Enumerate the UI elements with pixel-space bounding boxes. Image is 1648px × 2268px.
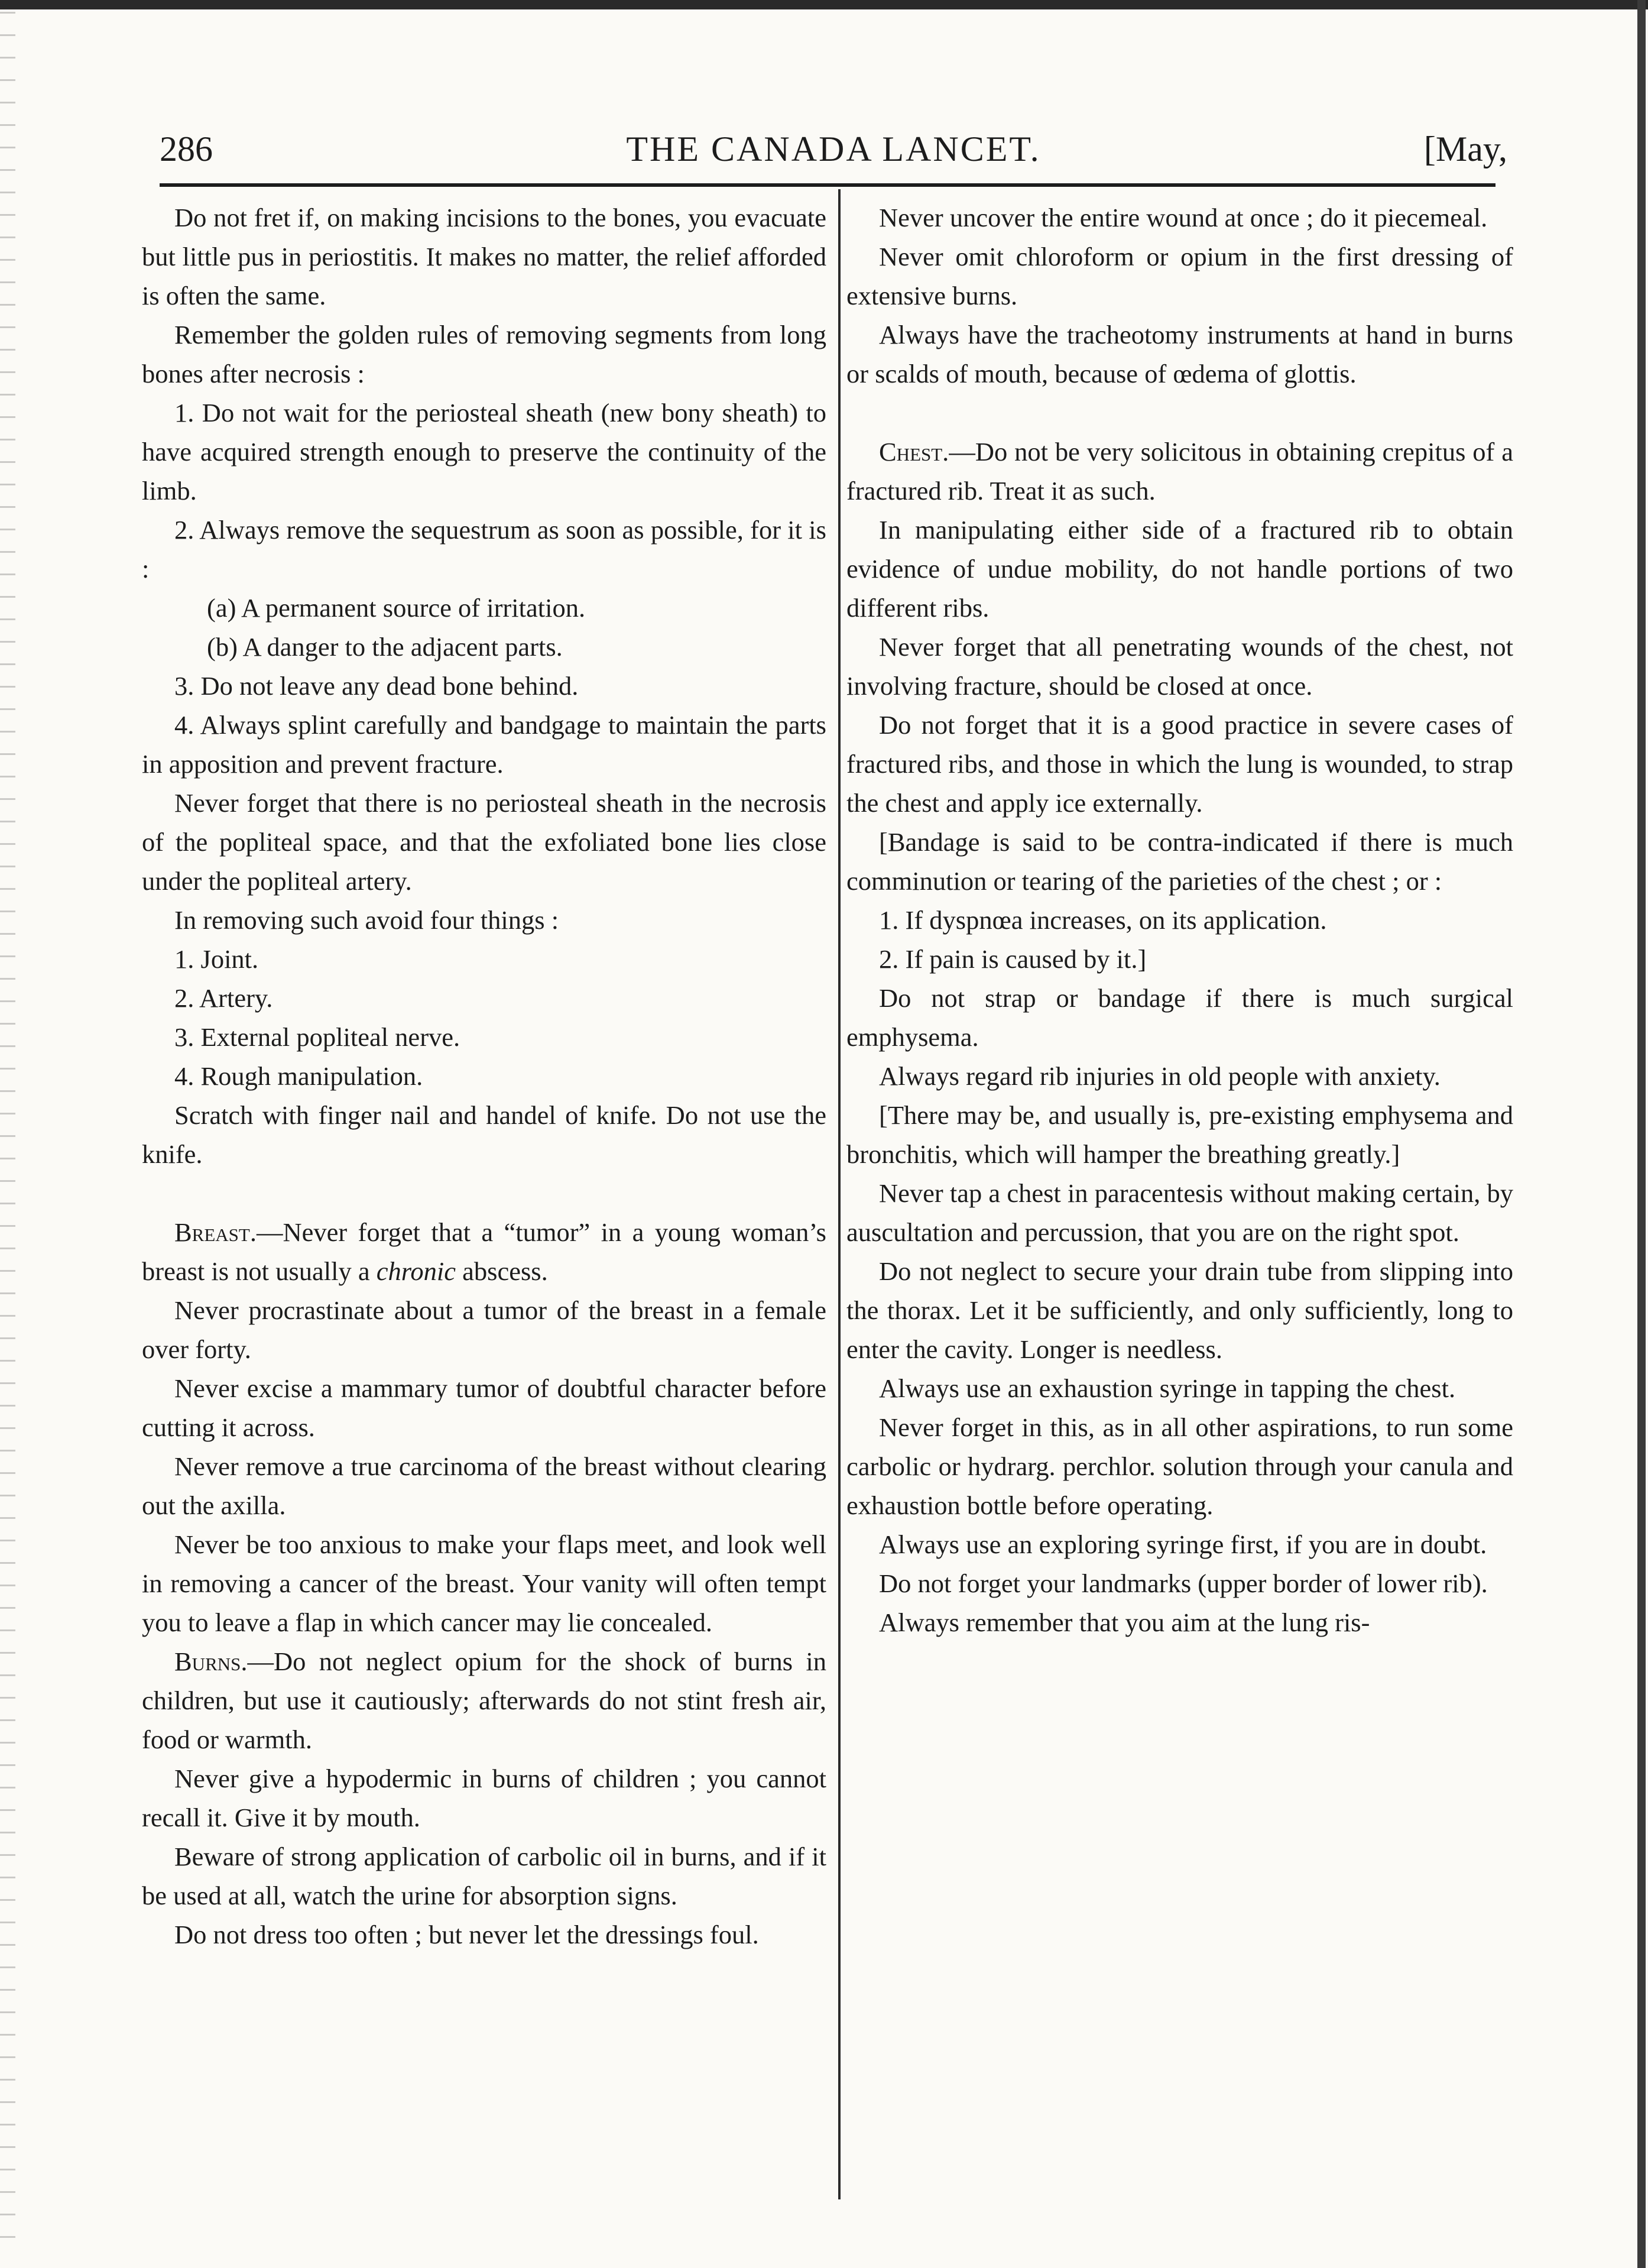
paragraph: Never be too anxious to make your flaps meet, and look well in removing a cancer of the breast. Your vanity will often tempt you to leave a flap in which cancer may lie concealed. [142, 1530, 826, 1637]
burns-section-paragraph [142, 1642, 826, 1759]
sub-item: (a) A permanent source of irritation. [207, 593, 586, 623]
issue-month: [May, [1423, 129, 1507, 169]
list-item: 2. If pain is caused by it.] [879, 944, 1147, 974]
paragraph: [Bandage is said to be contra-indicated if there is much comminution or tearing of the parieties of the chest ; or : [846, 827, 1513, 896]
paragraph: [There may be, and usually is, pre-existing emphysema and bronchitis, which will hamper the breathing greatly.] [846, 1100, 1513, 1169]
paragraph: Do not fret if, on making incisions to the bones, you evacuate but little pus in periostitis. It makes no matter, the relief afforded is often the same. [142, 203, 826, 310]
page-number: 286 [160, 129, 213, 169]
paragraph: Never procrastinate about a tumor of the breast in a female over forty. [142, 1295, 826, 1364]
paragraph: Do not forget that it is a good practice in severe cases of fractured ribs, and those in which the lung is wounded, to strap the chest and apply ice externally. [846, 710, 1513, 818]
page-right-edge [1637, 0, 1646, 2268]
paragraph: Do not dress too often ; but never let the dressings foul. [174, 1920, 759, 1949]
list-item: 1. Joint. [174, 944, 259, 974]
journal-title: THE CANADA LANCET. [626, 129, 1041, 169]
paragraph: Never uncover the entire wound at once ; do it piecemeal. [879, 203, 1488, 232]
paragraph: Never excise a mammary tumor of doubtful character before cutting it across. [142, 1373, 826, 1442]
paragraph: Always regard rib injuries in old people with anxiety. [879, 1061, 1441, 1091]
paragraph: Never forget that there is no periosteal sheath in the necrosis of the popliteal space, and that the exfoliated bone lies close under the popliteal artery. [142, 788, 826, 896]
chest-section-paragraph [846, 432, 1513, 510]
paragraph: Always have the tracheotomy instruments at hand in burns or scalds of mouth, because of œdema of glottis. [846, 320, 1513, 388]
rule-item: 4. Always splint carefully and bandgage to maintain the parts in apposition and prevent fracture. [142, 710, 826, 779]
paragraph: Beware of strong application of carbolic oil in burns, and if it be used at all, watch the urine for absorption signs. [142, 1842, 826, 1910]
breast-emphasis: chronic [376, 1256, 456, 1286]
section-heading-burns: Burns. [174, 1647, 248, 1676]
paragraph: Do not strap or bandage if there is much surgical emphysema. [846, 983, 1513, 1052]
right-column [846, 198, 1513, 1642]
paragraph: Always use an exploring syringe first, if you are in doubt. [879, 1530, 1487, 1559]
paragraph: Never tap a chest in paracentesis without making certain, by auscultation and percussion, that you are on the right spot. [846, 1178, 1513, 1247]
paragraph: Do not forget your landmarks (upper border of lower rib). [879, 1569, 1488, 1598]
sub-item: (b) A danger to the adjacent parts. [207, 632, 563, 662]
running-header [160, 129, 1507, 182]
paragraph: Never give a hypodermic in burns of children ; you cannot recall it. Give it by mouth. [142, 1764, 826, 1832]
rule-item: 2. Always remove the sequestrum as soon as possible, for it is : [142, 515, 826, 584]
paragraph: Always use an exhaustion syringe in tapping the chest. [879, 1373, 1456, 1403]
paragraph: Do not neglect to secure your drain tube from slipping into the thorax. Let it be sufficiently, and only sufficiently, long to enter the cavity. Longer is needless. [846, 1256, 1513, 1364]
paragraph: Never omit chloroform or opium in the first dressing of extensive burns. [846, 242, 1513, 310]
page-left-gutter [0, 12, 15, 2259]
paragraph: Always remember that you aim at the lung ris- [879, 1608, 1370, 1637]
paragraph: Remember the golden rules of removing segments from long bones after necrosis : [142, 320, 826, 388]
rule-item: 3. Do not leave any dead bone behind. [174, 671, 579, 701]
chest-text: —Do not be very solicitous in obtaining crepitus of a fractured rib. Treat it as such. [846, 437, 1513, 506]
paragraph: Never forget in this, as in all other aspirations, to run some carbolic or hydrarg. perchlor. solution through your canula and exhaustion bottle before operating. [846, 1412, 1513, 1520]
column-divider [838, 189, 841, 2199]
paragraph: Scratch with finger nail and handel of knife. Do not use the knife. [142, 1100, 826, 1169]
paragraph: Never remove a true carcinoma of the breast without clearing out the axilla. [142, 1451, 826, 1520]
section-heading-breast: Breast. [174, 1217, 257, 1247]
section-heading-chest: Chest. [879, 437, 949, 466]
paragraph: Never forget that all penetrating wounds of the chest, not involving fracture, should be closed at once. [846, 632, 1513, 701]
burns-text: —Do not neglect opium for the shock of burns in children, but use it cautiously; afterwards do not stint fresh air, food or warmth. [142, 1647, 826, 1754]
breast-section-paragraph [142, 1213, 826, 1291]
list-item: 2. Artery. [174, 983, 273, 1013]
rule-item: 1. Do not wait for the periosteal sheath (new bony sheath) to have acquired strength enough to preserve the continuity of the limb. [142, 398, 826, 506]
paragraph: In manipulating either side of a fractured rib to obtain evidence of undue mobility, do not handle portions of two different ribs. [846, 515, 1513, 623]
left-column [142, 198, 826, 1954]
breast-text: —Never forget that a “tumor” in a young woman’s breast is not usually a [142, 1217, 826, 1286]
list-item: 3. External popliteal nerve. [174, 1022, 460, 1052]
paragraph: In removing such avoid four things : [174, 905, 559, 935]
list-item: 4. Rough manipulation. [174, 1061, 423, 1091]
list-item: 1. If dyspnœa increases, on its application. [879, 905, 1327, 935]
breast-text-end: abscess. [456, 1256, 548, 1286]
page-top-edge [0, 0, 1648, 9]
header-rule [160, 183, 1495, 187]
